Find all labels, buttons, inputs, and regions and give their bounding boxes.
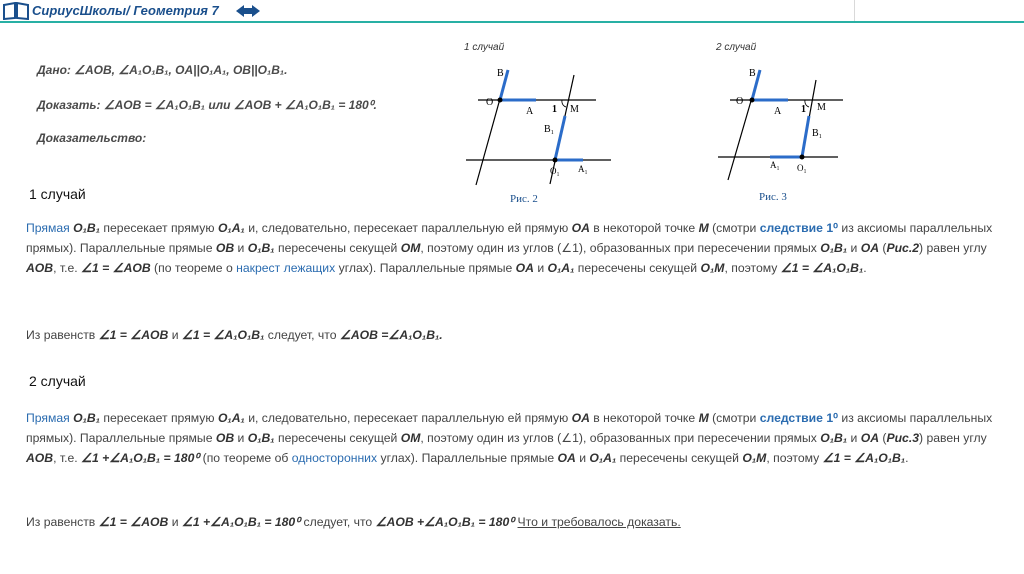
term: OA [515, 261, 534, 275]
term: OA [860, 431, 880, 445]
term: O₁M [700, 261, 725, 275]
text: (по теореме о [154, 261, 233, 275]
text: , поэтому [724, 261, 778, 275]
term: ∠AOB =∠A₁O₁B₁. [339, 328, 443, 342]
term: OB [215, 241, 235, 255]
link-corollary[interactable]: следствие 1⁰ [759, 411, 838, 425]
term: OA [571, 221, 590, 235]
term: O₁B₁ [820, 241, 848, 255]
text: ( [882, 241, 887, 255]
figure2-label: Рис. 3 [759, 191, 787, 203]
text: и [237, 431, 245, 445]
text: и [171, 515, 179, 529]
label-b: B [497, 68, 504, 79]
text: пересекает прямую [103, 221, 215, 235]
book-icon [3, 2, 29, 20]
term: ∠1 = ∠A₁O₁B₁ [181, 328, 265, 342]
term: OM [400, 431, 421, 445]
text: из аксиомы параллельных прямых). Параллельные прямые [26, 411, 993, 445]
figure2-caption: 2 случай [716, 42, 757, 53]
text: . [863, 261, 867, 275]
text: пересекает прямую [103, 411, 215, 425]
term: ∠1 = ∠A₁O₁B₁ [822, 451, 906, 465]
text: (смотри [712, 411, 757, 425]
label-a: A [526, 106, 534, 117]
ray-o1b1 [555, 116, 565, 160]
label-o1: O₁ [550, 166, 560, 176]
link-alternate-angles[interactable]: накрест лежащих [236, 261, 336, 275]
label-b1: B₁ [544, 124, 555, 135]
text: ) равен углу [919, 241, 987, 255]
term: ∠AOB +∠A₁O₁B₁ = 180⁰ [375, 515, 515, 529]
term: Рис.2 [886, 241, 920, 255]
text: Из равенств [26, 328, 96, 342]
text: из аксиомы параллельных прямых). Параллельные прямые [26, 221, 993, 255]
angle-arc [562, 100, 566, 107]
case1-conclusion [26, 328, 443, 342]
label-a1: A₁ [770, 160, 780, 170]
proof-label: Доказательство: [37, 131, 147, 145]
text: и [171, 328, 179, 342]
text: и [237, 241, 245, 255]
term: ∠1 = ∠A₁O₁B₁ [780, 261, 864, 275]
text: и, следовательно, пересекает параллельную ей прямую [248, 221, 569, 235]
text: пересечены секущей [619, 451, 739, 465]
label-b: B [749, 68, 756, 79]
given-line: Дано: ∠AOB, ∠A₁O₁B₁, OA||O₁A₁, OB||O₁B₁. [37, 63, 288, 77]
text: углах). Параллельные прямые [380, 451, 555, 465]
header-divider [854, 0, 855, 22]
text: и [850, 431, 858, 445]
text: , поэтому один из углов (∠1), образованных при пересечении прямых [420, 431, 817, 445]
header-bar [0, 0, 1024, 24]
text: пересечены секущей [278, 431, 398, 445]
link-corollary[interactable]: следствие 1⁰ [759, 221, 838, 235]
case1-heading: 1 случай [29, 186, 86, 202]
prove-line: Доказать: ∠AOB = ∠A₁O₁B₁ или ∠AOB + ∠A₁O₁B₁ = 180⁰. [37, 98, 377, 112]
text: (по теореме об [202, 451, 289, 465]
point-o1 [553, 158, 558, 163]
label-a: A [774, 106, 782, 117]
text: углах). Параллельные прямые [338, 261, 513, 275]
text: , т.е. [53, 261, 78, 275]
term: O₁B₁ [247, 241, 275, 255]
label-o1: O₁ [797, 163, 807, 173]
text: ( [882, 431, 887, 445]
term: O₁B₁ [247, 431, 275, 445]
term: O₁B₁ [820, 431, 848, 445]
link-line[interactable]: Прямая [26, 411, 70, 425]
label-m: M [817, 102, 826, 113]
term: O₁A₁ [589, 451, 617, 465]
app-title: СириусШколы/ Геометрия 7 [32, 3, 219, 18]
text: , т.е. [53, 451, 78, 465]
label-o: O [486, 97, 494, 108]
label-m: M [570, 104, 579, 115]
qed-text: Что и требовалось доказать. [517, 515, 681, 529]
text: следует, что [303, 515, 373, 529]
term: OA [571, 411, 590, 425]
case2-heading: 2 случай [29, 373, 86, 389]
text: . [905, 451, 909, 465]
label-o: O [736, 96, 744, 107]
point-o1 [800, 155, 805, 160]
term: O₁A₁ [217, 221, 245, 235]
text: (смотри [712, 221, 757, 235]
term: OA [860, 241, 880, 255]
term: OM [400, 241, 421, 255]
text: пересечены секущей [278, 241, 398, 255]
point-o [498, 98, 503, 103]
link-interior-angles[interactable]: односторонних [291, 451, 378, 465]
text: следует, что [267, 328, 337, 342]
term: ∠1 = ∠AOB [81, 261, 151, 275]
label-b1: B₁ [812, 128, 823, 139]
link-line[interactable]: Прямая [26, 221, 70, 235]
diamond-nav-icon[interactable] [236, 5, 260, 17]
text: и [537, 261, 545, 275]
point-o [750, 98, 755, 103]
case1-paragraph [26, 218, 1016, 278]
term: O₁B₁ [73, 411, 101, 425]
text: пересечены секущей [577, 261, 698, 275]
header-rule [0, 21, 1024, 23]
text: , поэтому [766, 451, 820, 465]
label-angle: 1 [801, 104, 806, 115]
figure1-diagram [466, 60, 636, 190]
text: в некоторой точке [593, 221, 696, 235]
text: , поэтому один из углов (∠1), образованных при пересечении прямых [420, 241, 817, 255]
text: и [850, 241, 858, 255]
term: M [698, 411, 709, 425]
label-a1: A₁ [578, 164, 588, 174]
term: O₁M [742, 451, 767, 465]
figure1-label: Рис. 2 [510, 193, 538, 205]
term: AOB [26, 261, 54, 275]
text: в некоторой точке [593, 411, 696, 425]
term: Рис.3 [886, 431, 920, 445]
term: M [698, 221, 709, 235]
case2-paragraph [26, 408, 1016, 468]
text: и, следовательно, пересекает параллельную ей прямую [248, 411, 569, 425]
term: O₁B₁ [73, 221, 101, 235]
term: ∠1 = ∠AOB [98, 328, 169, 342]
term: ∠1 = ∠AOB [98, 515, 169, 529]
term: OA [557, 451, 576, 465]
text: ) равен углу [919, 431, 987, 445]
term: ∠1 +∠A₁O₁B₁ = 180⁰ [81, 451, 200, 465]
figure2-diagram [718, 60, 888, 190]
term: O₁A₁ [217, 411, 245, 425]
figure1-caption: 1 случай [464, 42, 505, 53]
text: Из равенств [26, 515, 96, 529]
term: ∠1 +∠A₁O₁B₁ = 180⁰ [181, 515, 301, 529]
term: OB [215, 431, 235, 445]
ray-o1b1 [802, 116, 809, 157]
label-angle: 1 [552, 104, 557, 115]
text: и [579, 451, 587, 465]
term: O₁A₁ [547, 261, 575, 275]
term: AOB [26, 451, 54, 465]
case2-conclusion [26, 515, 681, 529]
